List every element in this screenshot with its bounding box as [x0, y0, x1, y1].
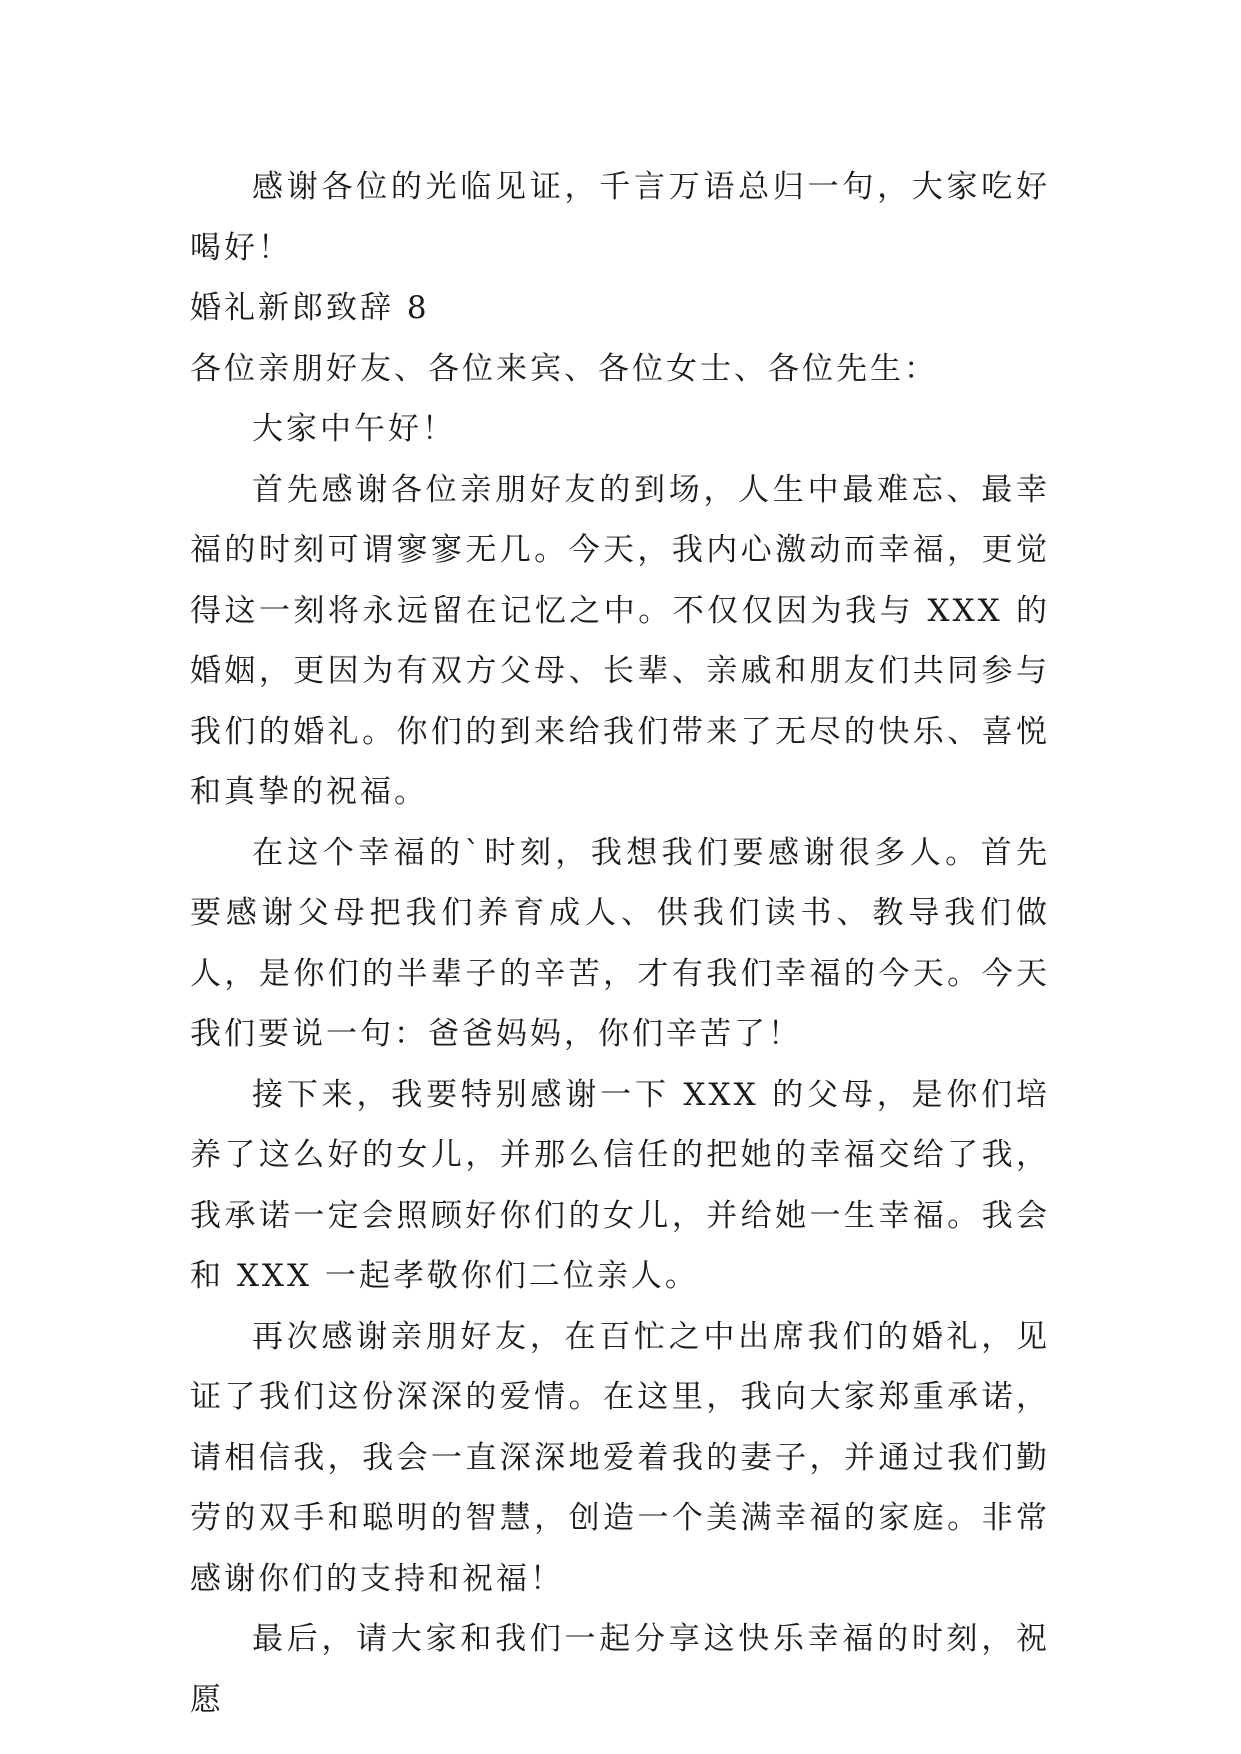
paragraph-thanks-guests: 首先感谢各位亲朋好友的到场，人生中最难忘、最幸福的时刻可谓寥寥无几。今天，我内心激动而幸福，更觉得这一刻将永远留在记忆之中。不仅仅因为我与 XXX 的婚姻，更因为有双方父母、长辈、亲戚和朋友们共同参与我们的婚礼。你们的到来给我们带来了无尽的快乐、喜悦和真挚的祝福。 [190, 471, 1050, 810]
section-title: 婚礼新郎致辞 8 [190, 290, 430, 326]
paragraph-thanks-parents: 在这个幸福的`时刻，我想我们要感谢很多人。首先要感谢父母把我们养育成人、供我们读书、教导我们做人，是你们的半辈子的辛苦，才有我们幸福的今天。今天我们要说一句：爸爸妈妈，你们辛苦了！ [190, 834, 1050, 1052]
document-body [190, 157, 1050, 1730]
paragraph-closing-thanks: 感谢各位的光临见证，千言万语总归一句，大家吃好喝好！ [190, 169, 1050, 266]
salutation: 各位亲朋好友、各位来宾、各位女士、各位先生： [190, 350, 938, 387]
greeting: 大家中午好！ [252, 411, 456, 447]
paragraph-thanks-in-laws: 接下来，我要特别感谢一下 XXX 的父母，是你们培养了这么好的女儿，并那么信任的把她的幸福交给了我，我承诺一定会照顾好你们的女儿，并给她一生幸福。我会和 XXX 一起孝敬你们二位亲人。 [190, 1076, 1050, 1294]
paragraph-final: 最后，请大家和我们一起分享这快乐幸福的时刻，祝愿 [190, 1621, 1050, 1718]
paragraph-promise: 再次感谢亲朋好友，在百忙之中出席我们的婚礼，见证了我们这份深深的爱情。在这里，我向大家郑重承诺，请相信我，我会一直深深地爱着我的妻子，并通过我们勤劳的双手和聪明的智慧，创造一个美满幸福的家庭。非常感谢你们的支持和祝福！ [190, 1318, 1050, 1597]
